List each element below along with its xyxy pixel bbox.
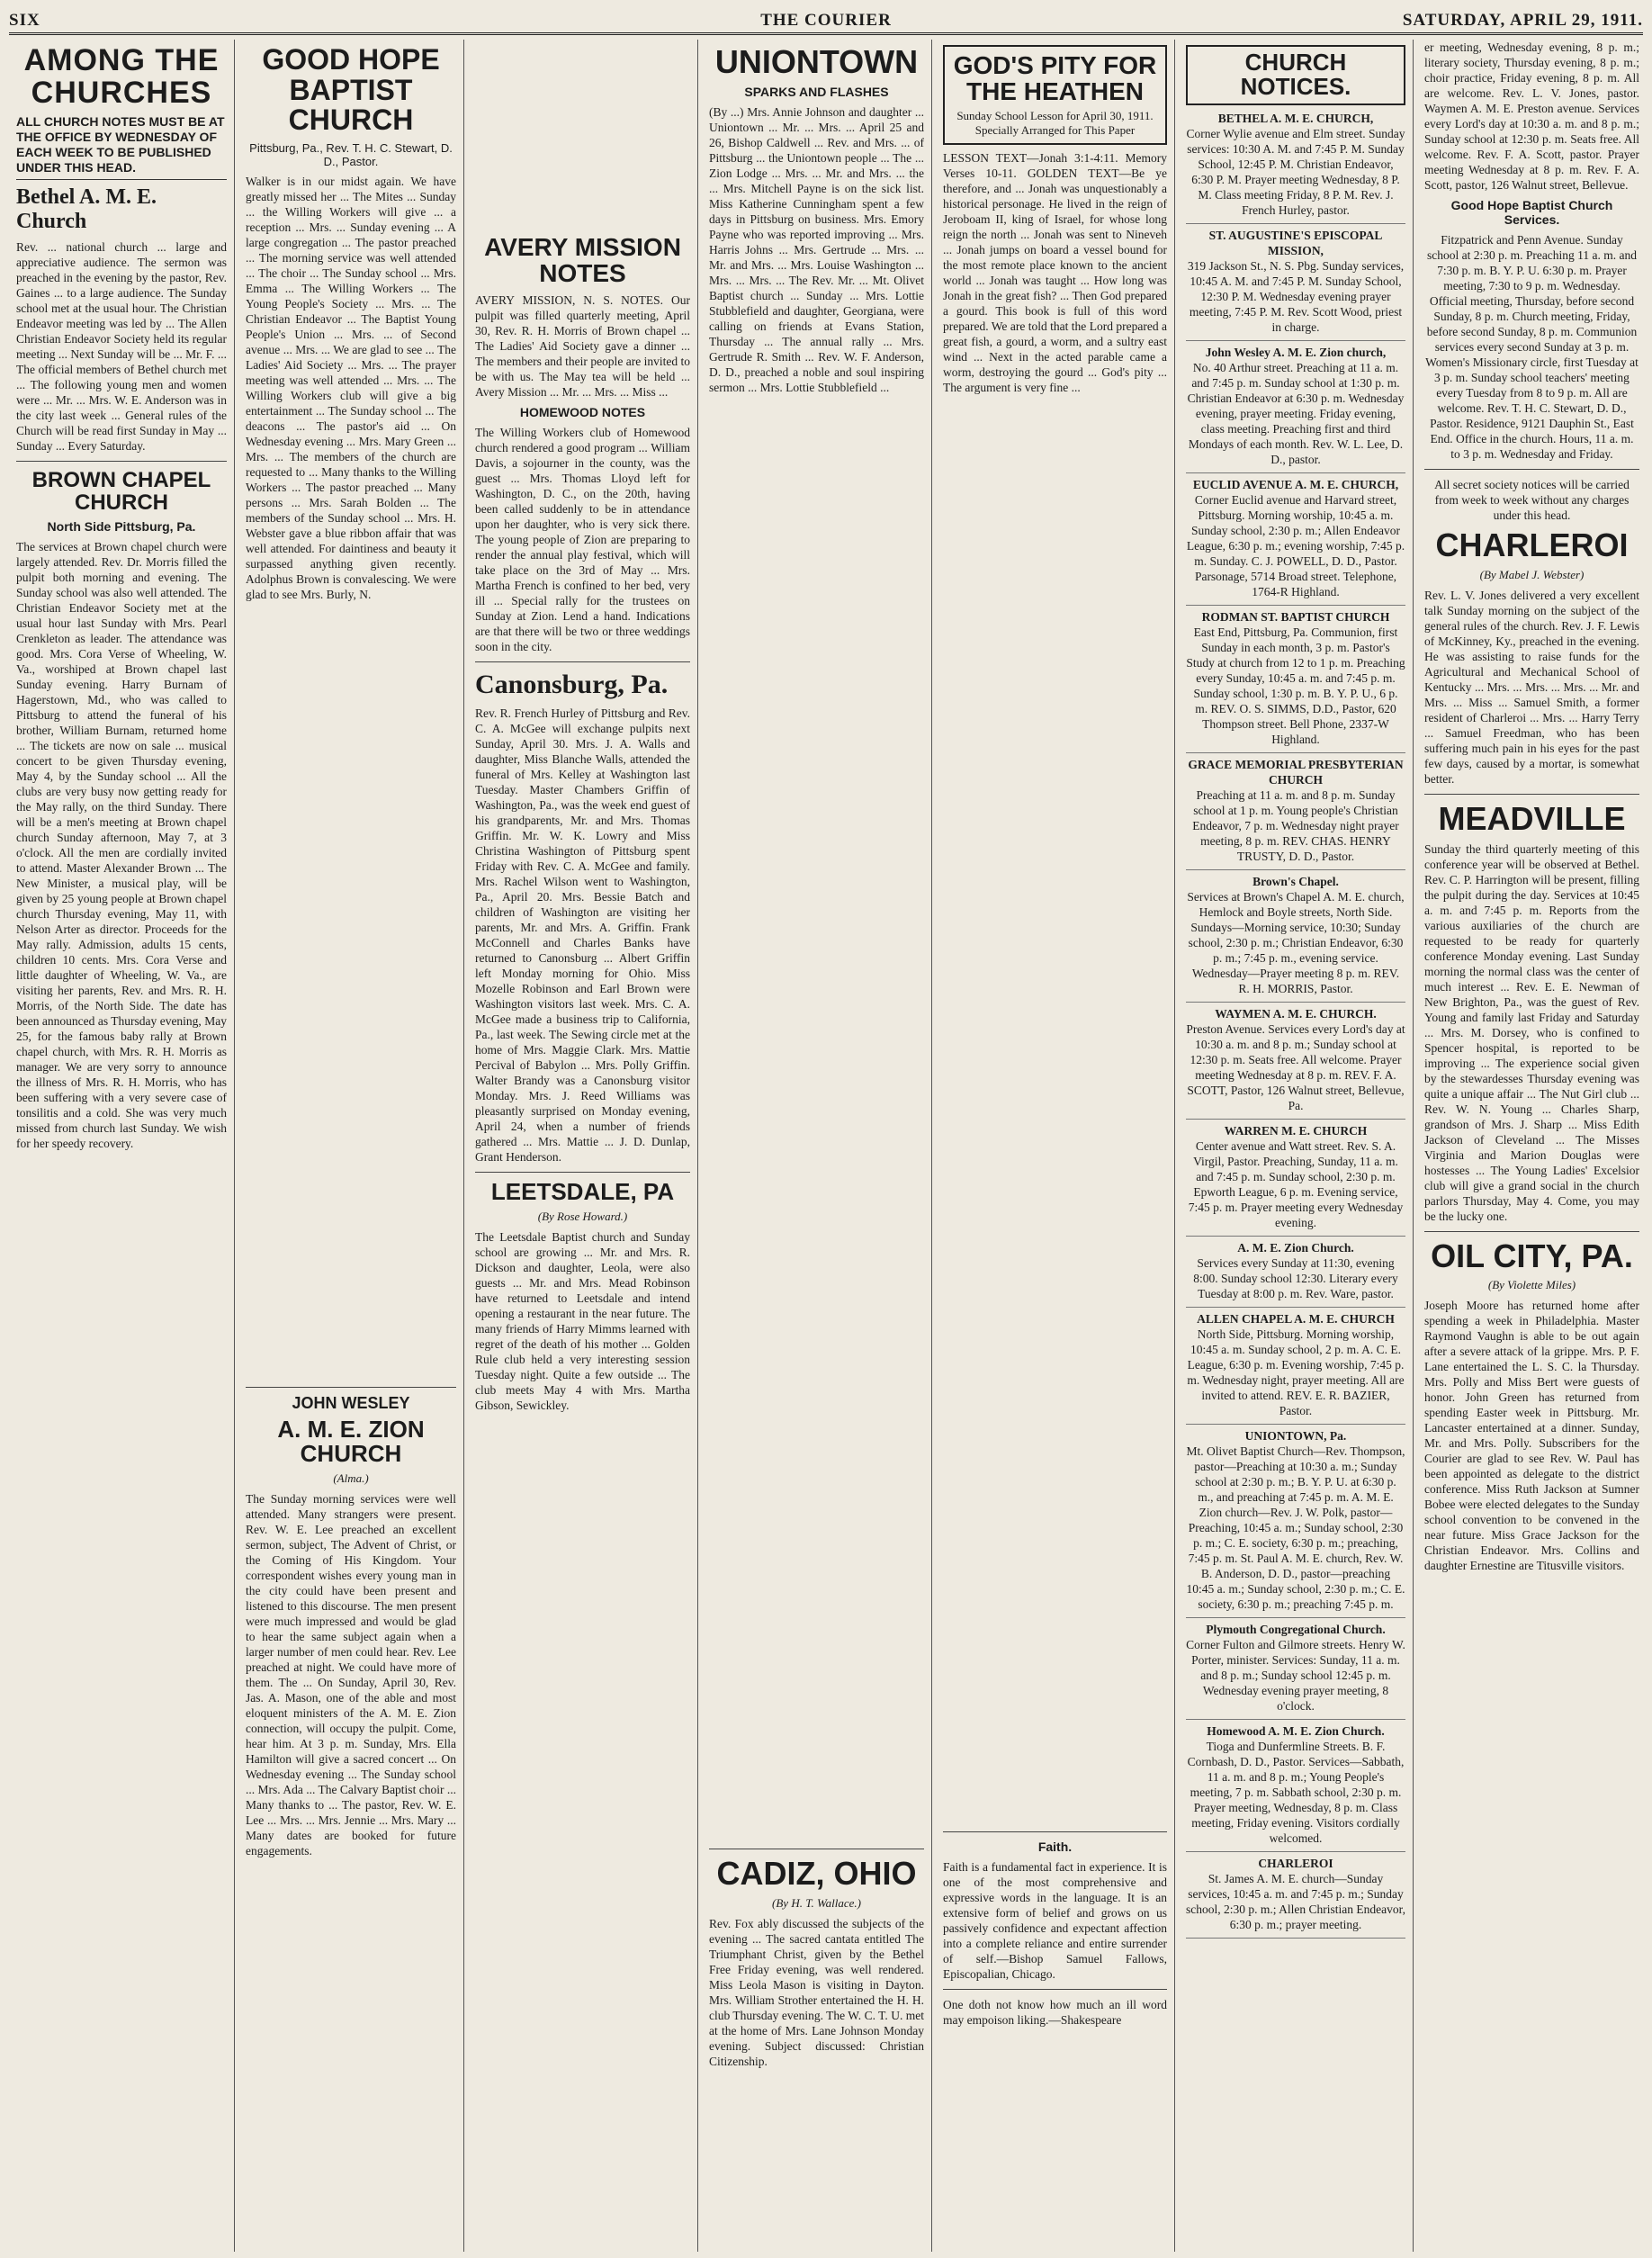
divider [1424, 469, 1639, 470]
church-notice-body: Services every Sunday at 11:30, evening 8:00. Sunday school 12:30. Literary every Tuesday at 8:00 p. m. Rev. Ware, pastor. [1193, 1255, 1398, 1300]
church-notice-body: Preaching at 11 a. m. and 8 p. m. Sunday school at 1 p. m. Young people's Christian Endeavor, 7 p. m. Wednesday night prayer meeting, 8 p. m. REV. CHAS. HENRY TRUSTY, D. D., Pastor. [1192, 787, 1399, 863]
divider [16, 461, 227, 462]
church-notice-body: Corner Fulton and Gilmore streets. Henry W. Porter, minister. Services: Sunday, 11 a. m. and 8 p. m.; Sunday school 12:45 p. m. Wednesday evening prayer meeting, 8 o'clock. [1186, 1637, 1405, 1713]
church-notice-name: A. M. E. Zion Church. [1237, 1240, 1354, 1255]
column-2 [238, 40, 463, 2252]
lesson-subtitle: Sunday School Lesson for April 30, 1911. Specially Arranged for This Paper [956, 108, 1154, 137]
church-notice [1186, 757, 1405, 870]
section-title: AMONG THE CHURCHES [23, 43, 220, 110]
homewood-heading: HOMEWOOD NOTES [519, 404, 646, 419]
page-number: SIX [9, 11, 40, 30]
church-notice-body: No. 40 Arthur street. Preaching at 11 a. m. and 7:45 p. m. Sunday school at 1:30 p. m. Christian Endeavor at 6:30 p. m. Wednesday evening, prayer meeting. Friday evening, class meeting. Preaching first and third Mondays of each month. Rev. W. L. Lee, D. D., pastor. [1187, 360, 1405, 466]
divider [943, 1831, 1167, 1832]
bethel-heading: Bethel A. M. E. Church [16, 184, 157, 233]
bethel-article: Rev. ... national church ... large and appreciative audience. The sermon was preached in the evening by the pastor, Rev. Gaines ... to a large audience. The Sunday school met at the usual hour. The Christian Endeavor meeting was led by ... The Allen Christian Endeavor Society held its regular meeting ... Next Sunday will be ... Mr. F. ... The official members of Bethel church met ... The following young men and women were ... Mr. ... Mrs. W. E. Anderson was in the city last week ... General rules of the Church will be read first Sunday in May ... Sunday ... Every Saturday. [16, 239, 227, 453]
church-notice [1186, 1428, 1405, 1618]
meadville-heading: MEADVILLE [1438, 799, 1626, 837]
church-notice [1186, 1006, 1405, 1120]
church-notice [1186, 1856, 1405, 1939]
church-notice-name: Homewood A. M. E. Zion Church. [1207, 1723, 1385, 1738]
zion-heading-line2: A. M. E. ZION CHURCH [277, 1415, 425, 1467]
church-notice-body: Corner Euclid avenue and Harvard street, Pittsburg. Morning worship, 10:45 a. m. Sunday school, 2:30 p. m.; Allen Endeavor League, 6:30 p. m.; evening worship, 7:45 p. m. Sunday. C. J. POWELL, D. D., Pastor. Parsonage, 5714 Broad street. Telephone, 1764-R Highland. [1186, 492, 1405, 598]
submission-notice: ALL CHURCH NOTES MUST BE AT THE OFFICE BY WEDNESDAY OF EACH WEEK TO BE PUBLISHED UNDER THIS HEAD. [16, 114, 227, 179]
church-notice [1186, 1123, 1405, 1237]
church-notice [1186, 1311, 1405, 1425]
homewood-article: The Willing Workers club of Homewood church rendered a good program ... William Davis, a sojourner in the county, was the guest ... Mrs. Thomas Lloyd left for Washington, D. C., on the 20th, having been called suddenly to be in attendance upon her daughter, who is very sick there. The young people of Zion are preparing to render the annual play festival, which will take place on the 3rd of May ... Mrs. Martha French is confined to her bed, very ill ... Special rally for the trustees on Sunday at Zion. Lend a hand. Indications are that there will be two or three weddings soon in the city. [475, 425, 690, 653]
church-notice-body: Center avenue and Watt street. Rev. S. A. Virgil, Pastor. Preaching, Sunday, 11 a. m. and 7:45 p. m. Sunday school, 2:30 p. m. Epworth League, 6 p. m. Evening service, 7:45 p. m. Prayer meeting every Wednesday evening. [1188, 1138, 1404, 1229]
church-notice [1186, 609, 1405, 753]
column-7 [1417, 40, 1647, 2252]
meadville-article: Sunday the third quarterly meeting of this conference year will be observed at Bethel. Rev. C. P. Harrington will be present, filling the pulpit during the day. Services at 10:45 a. m. and 7:45 p. m. Reports from the various auxiliaries of the church are requested to be ready for quarterly conference Monday evening. Last Sunday morning the normal class was the center of much interest ... Rev. E. E. Newman of New Brighton, Pa., was the guest of Rev. Young and family last Friday and Saturday ... Mrs. M. Dorsey, who is confined to Spencer hospital, is reported to be improving ... The experience social given by the stewardesses Thursday evening was quite a unique affair ... The Nut Girl club ... Rev. W. N. Young ... Charles Sharp, grandson of Mrs. J. Sharp ... Miss Edith Jackson of Cleveland ... The Misses Virginia and Marion Douglas were hostesses ... The Young Ladies' Excelsior club will give a grand social in the church parlors Thursday, May 4. Come, you may be the lucky one. [1424, 841, 1639, 1223]
paper-name: THE COURIER [760, 11, 892, 30]
divider [246, 1387, 456, 1388]
church-notice-name: John Wesley A. M. E. Zion church, [1205, 345, 1387, 359]
oil-city-article: Joseph Moore has returned home after spending a week in Philadelphia. Master Raymond Vaughn is able to be out again after a severe attack of la grippe. Mrs. P. F. Lane entertained the L. S. C. la Thursday. Mrs. Polly and Miss Bert were guests of honor. John Green has returned from spending Easter week in Pittsburg. Mr. Lancaster entertained at a dinner. Sunday, Mr. and Mrs. Polly. Subscribers for the Courier are glad to see Rev. W. Paul has been appointed as delegate to the district conference. Miss Ruth Jackson at Sumner Bobee were elected delegates to the Sunday school convention to be convened in the near future. Miss Grace Jackson for the Christian Endeavor. Mrs. Collins and daughter Ernestine are Titusville visitors. [1424, 1299, 1639, 1573]
zion-heading-line1: JOHN WESLEY [292, 1393, 410, 1412]
spacer [475, 40, 690, 229]
faith-article: Faith is a fundamental fact in experience. It is one of the most comprehensive and expressive words in the language. It is an extensive form of belief and grows on us passively confidence and expectant affection into a complete reliance and entire surrender of self.—Bishop Samuel Fallows, Episcopalian, Chicago. [943, 1859, 1167, 1981]
divider [475, 1172, 690, 1173]
church-notice-body: Corner Wylie avenue and Elm street. Sunday services: 10:30 A. M. and 7:45 P. M. Sunday School, 12:45 P. M. Christian Endeavor, 6:30 P. M. Prayer meeting Wednesday, 8 P. M. Class meeting Friday, 8 P. M. Rev. J. French Hurley, pastor. [1186, 126, 1405, 217]
brown-chapel-heading: BROWN CHAPEL CHURCH [31, 467, 211, 515]
divider [1424, 794, 1639, 795]
church-notice-body: East End, Pittsburg, Pa. Communion, first Sunday in each month, 3 p. m. Pastor's Study at church from 12 to 1 p. m. Preaching every Sunday, 10:45 a. m. and 7:45 p. m. Sunday school, 1:30 p. m. B. Y. P. U., 6 p. m. REV. O. S. SIMMS, D.D., Pastor, 620 Thompson street. Bell Phone, 2337-W Highland. [1186, 625, 1405, 746]
secret-society-note: All secret society notices will be carried from week to week without any charges under this head. [1434, 478, 1630, 522]
column-3 [468, 40, 697, 2252]
column-rule [1174, 40, 1175, 2252]
brown-chapel-article: The services at Brown chapel church were largely attended. Rev. Dr. Morris filled the pulpit both morning and evening. The Sunday school was also well attended. The Christian Endeavor Society met at the usual hour last Sunday with Mrs. Pearl Crenkleton as leader. The attendance was good. Mrs. Cora Verse of Wheeling, W. Va., worshiped at Brown chapel last Sunday evening. Harry Burnam of Hagerstown, Md., who was called to Pittsburg to attend the funeral of his brother, William Burnam, returned home ... The tickets are now on sale ... musical concert to be given Thursday evening, May 4, by the Sunday school ... All the clubs are very busy now getting ready for the May rally, on the third Sunday. There will be a men's meeting at Brown chapel church Sunday afternoon, May 7, at 3 o'clock. All the men are cordially invited to attend. Master Alexander Brown ... The New Minister, a musical play, will be given by 25 young people at Brown chapel church Thursday evening, May 11, with Nelson Arter as director. Proceeds for the May rally. Admission, adults 15 cents, children 10 cents. Mrs. Cora Verse and little daughter of Wheeling, W. Va., are visiting her parents, Rev. and Mrs. R. H. Morris, of the North Side. The date has been announced as Thursday evening, May 25, for the famous baby rally at Brown chapel church, with Mrs. R. H. Morris as manager. We are very sorry to announce the illness of Mrs. R. H. Morris, who has been suffering with a very severe case of tonsilitis and a cold. She was very much missed from church last Sunday. We wish for her speedy recovery. [16, 539, 227, 1150]
charleroi-heading: CHARLEROI [1435, 526, 1629, 563]
uniontown-subheading: SPARKS AND FLASHES [744, 84, 889, 99]
church-notice-name: GRACE MEMORIAL PRESBYTERIAN CHURCH [1188, 757, 1404, 787]
cadiz-heading: CADIZ, OHIO [716, 1854, 917, 1892]
canonsburg-heading: Canonsburg, Pa. [475, 669, 669, 699]
church-notice-name: ALLEN CHAPEL A. M. E. CHURCH [1197, 1311, 1395, 1326]
church-notice-body: 319 Jackson St., N. S. Pbg. Sunday services, 10:45 A. M. and 7:45 P. M. Sunday School, 12:30 P. M. Wednesday evening prayer meeting, 7:45 P. M. Rev. Scott Wood, priest in charge. [1187, 258, 1405, 334]
column-4 [702, 40, 931, 2252]
avery-heading: AVERY MISSION NOTES [484, 233, 681, 288]
church-notice-name: BETHEL A. M. E. CHURCH, [1217, 111, 1374, 125]
charleroi-byline: (By Mabel J. Webster) [1479, 567, 1585, 581]
uniontown-article: (By ...) Mrs. Annie Johnson and daughter ... Uniontown ... Mr. ... Mrs. ... April 25 and 26, Bishop Caldwell ... Rev. and Mrs. ... of Pittsburg ... the Uniontown people ... The ... Zion Lodge ... Mrs. ... Mr. and Mrs. ... the ... Mrs. Mitchell Payne is on the sick list. Miss Katherine Cunningham spent a few days in Pittsburg on business. Mrs. Emory Payne who was reported improving ... Mrs. Harris Johns ... Mrs. Gertrude ... Mrs. ... Mr. and Mrs. ... Mrs. Louise Washington ... Mrs. ... Mrs. ... The Rev. Mr. ... Mt. Olivet Baptist church ... Sunday ... Mrs. Lottie Stubblefield and daughter, Georgiana, were calling on friends at Evans Station, Thursday ... The annual rally ... Mrs. Gertrude R. Smith ... Rev. W. F. Anderson, D. D., preached a noble and soul inspiring sermon ... Mrs. Lottie Stubblefield ... [709, 104, 924, 394]
column-rule [234, 40, 235, 2252]
church-notice [1186, 1723, 1405, 1852]
zion-article: The Sunday morning services were well attended. Many strangers were present. Rev. W. E. Lee preached an excellent sermon, subject, The Advent of Christ, or the Coming of His Kingdom. Your correspondent wishes every young man in the city could have been present and listened to this discourse. The men present were much impressed and would be glad to hear the same subject again when a larger number of men could hear. Rev. Lee preached at night. We could have more of them. The ... On Sunday, April 30, Rev. Jas. A. Mason, one of the able and most eloquent ministers of the A. M. E. Zion connection, will occupy the pulpit. Come, hear him. At 3 p. m. Sunday, Mrs. Ella Hamilton will give a sacred concert ... On Wednesday evening ... The Sunday school ... Mrs. Ada ... The Calvary Baptist choir ... Many thanks to ... The pastor, Rev. W. E. Lee ... Mrs. ... Mrs. Jennie ... Mrs. Mary ... Many dates are booked for future engagements. [246, 1492, 456, 1858]
church-notices-heading: CHURCH NOTICES. [1186, 45, 1405, 105]
divider [1424, 1231, 1639, 1232]
church-notice-body: Tioga and Dunfermline Streets. B. F. Cornbash, D. D., Pastor. Services—Sabbath, 11 a. m. and 8 p. m.; Young People's meeting, 7 p. m. Sabbath school, 2:30 p. m. Prayer meeting, Wednesday, 8 p. m. Class meeting, Friday evening. Visitors cordially welcomed. [1187, 1739, 1405, 1845]
oil-city-heading: OIL CITY, PA. [1431, 1237, 1633, 1274]
charleroi-article: Rev. L. V. Jones delivered a very excellent talk Sunday morning on the subject of the general rules of the church. Rev. J. F. Lewis of McKinney, Ky., preached in the evening. He was assisting to raise funds for the Agricultural and Mechanical School of Kentucky ... Mrs. ... Mrs. ... Mrs. ... Mr. and Mrs. ... Miss ... Samuel Smith, a former resident of Charleroi ... Mrs. ... Harry Terry ... Samuel Freedman, who has been suffering much pain in his eyes for the past few days, caused by a mortar, is somewhat better. [1424, 588, 1639, 786]
church-notice [1186, 228, 1405, 341]
cadiz-article: Rev. Fox ably discussed the subjects of the evening ... The sacred cantata entitled The Triumphant Christ, given by the Bethel Free Friday evening, was well rendered. Miss Leola Mason is visiting in Dayton. Mrs. William Strother entertained the H. H. club Thursday evening. The W. C. T. U. met at the home of Mrs. Lane Johnson Monday evening. Subject discussed: Christian Citizenship. [709, 1916, 924, 2068]
shakespeare-quote: One doth not know how much an ill word may empoison liking.—Shakespeare [943, 1997, 1167, 2027]
lesson-article: LESSON TEXT—Jonah 3:1-4:11. Memory Verses 10-11. GOLDEN TEXT—Be ye therefore, and ... Jonah was unquestionably a historical personage. He lived in the reign of Jeroboam II, king of Israel, for whose long reign the north ... Jonah was sent to Nineveh ... Jonah jumps on board a vessel bound for the most remote place known to the ancient world ... Jonah was taught ... How long was Jonah in the great fish? ... Then God prepared a gourd. This book is full of this word prepared. We are told that the Lord prepared a great fish, a gourd, a worm, and a sultry east wind ... Next in the acted parable came a worm, destroying the gourd ... God's pity ... The argument is very fine ... [943, 150, 1167, 394]
leetsdale-heading: LEETSDALE, PA [490, 1177, 675, 1205]
brown-chapel-subheading: North Side Pittsburg, Pa. [47, 518, 196, 534]
continued-notices: er meeting, Wednesday evening, 8 p. m.; literary society, Thursday evening, 8 p. m.; choir practice, Friday evening, 8 p. m. All are welcome. Rev. L. V. Jones, pastor. Waymen A. M. E. Preston avenue. Services every Lord's day at 10:30 a. m. and 8 p. m.; Sunday school at 12:30 p. m. Seats free. All welcome. Rev. F. A. Scott, pastor. Prayer meeting Wednesday at 8 p. m. Rev. F. A. Scott, pastor, 126 Walnut street, Bellevue. [1424, 40, 1639, 192]
church-notice-name: UNIONTOWN, Pa. [1244, 1428, 1347, 1443]
church-notice [1186, 111, 1405, 224]
church-notice-body: Preston Avenue. Services every Lord's day at 10:30 a. m. and 8 p. m.; Sunday school at 12:30 p. m. Seats free. All welcome. Prayer meeting Wednesday at 8 p. m. REV. F. A. SCOTT, Pastor, 126 Walnut street, Bellevue, Pa. [1186, 1021, 1405, 1112]
faith-heading: Faith. [1037, 1839, 1073, 1854]
column-rule [1413, 40, 1414, 2252]
church-notice [1186, 1622, 1405, 1720]
church-notice [1186, 345, 1405, 473]
church-notice-name: RODMAN ST. BAPTIST CHURCH [1201, 609, 1390, 624]
good-hope-services-heading: Good Hope Baptist Church Services. [1450, 198, 1613, 227]
column-6 [1179, 40, 1413, 2252]
divider [943, 1989, 1167, 1990]
column-5 [936, 40, 1174, 2252]
uniontown-heading: UNIONTOWN [714, 43, 919, 80]
church-notice-name: WARREN M. E. CHURCH [1224, 1123, 1368, 1138]
cadiz-byline: (By H. T. Wallace.) [772, 1895, 861, 1910]
church-notice-name: WAYMEN A. M. E. CHURCH. [1215, 1006, 1377, 1021]
church-notices-list [1186, 111, 1405, 1939]
church-notice [1186, 1240, 1405, 1308]
good-hope-heading: GOOD HOPE BAPTIST CHURCH [262, 43, 440, 137]
good-hope-services: Fitzpatrick and Penn Avenue. Sunday school at 2:30 p. m. Preaching 11 a. m. and 7:30 p. m. B. Y. P. U. 6:30 p. m. Prayer meeting, 7:30 to 9 p. m. Wednesday. Official meeting, Thursday, before second Sunday, 8 p. m. Church meeting, Friday, before second Sunday, 8 p. m. Communion services every second Sunday at 3 p. m. Women's Missionary circle, first Tuesday at 3 p. m. Sunday school teachers' meeting every Tuesday from 8 to 9 p. m. All are welcome. Rev. T. H. C. Stewart, D. D., Pastor. Residence, 9121 Dauphin St., East End. Office in the church. Hours, 11 a. m. to 3 p. m. Wednesday and Friday. [1425, 233, 1639, 461]
church-notice-body: Mt. Olivet Baptist Church—Rev. Thompson, pastor—Preaching at 10:30 a. m.; Sunday school at 2:30 p. m.; B. Y. P. U. at 6:30 p. m., and preaching at 7:45 p. m. A. M. E. Zion church—Rev. J. W. Polk, pastor—Preaching, 10:45 a. m.; Sunday school, 2:30 p. m.; C. E. society, 6:30 p. m.; preaching, 7:45 p. m. St. Paul A. M. E. church, Rev. W. B. Anderson, D. D., pastor—preaching 10:45 a. m.; Sunday school, 2:30 p. m.; C. E. society, 6:30 p. m.; preaching 7:45 p. m. [1186, 1444, 1405, 1611]
church-notice-body: Services at Brown's Chapel A. M. E. church, Hemlock and Boyle streets, North Side. Sundays—Morning service, 10:30; Sunday school, 2:30 p. m.; Christian Endeavor, 6:30 p. m.; 7:45 p. m., evening service. Wednesday—Prayer meeting 8 p. m. REV. R. H. MORRIS, Pastor. [1187, 889, 1405, 995]
leetsdale-article: The Leetsdale Baptist church and Sunday school are growing ... Mr. and Mrs. R. Dickson and daughter, Leola, were also guests ... Mr. and Mrs. Mead Robinson have returned to Leetsdale and intend opening a restaurant in the near future. The many friends of Harry Mimms learned with regret of the death of his mother ... Golden Rule club held a very interesting session Tuesday night. Quite a few outside ... The club meets May 4 with Mrs. Martha Gibson, Sewickley. [475, 1230, 690, 1413]
lesson-title: GOD'S PITY FOR THE HEATHEN [953, 51, 1157, 106]
zion-byline: (Alma.) [333, 1471, 369, 1486]
church-notice-body: St. James A. M. E. church—Sunday services, 10:45 a. m. and 7:45 p. m.; Sunday school, 2:30 p. m.; Allen Christian Endeavor, 6:30 p. m.; prayer meeting. [1186, 1871, 1405, 1931]
church-notice-name: ST. AUGUSTINE'S EPISCOPAL MISSION, [1208, 228, 1383, 257]
church-notice-name: CHARLEROI [1258, 1856, 1333, 1870]
church-notice-name: Brown's Chapel. [1252, 874, 1339, 888]
good-hope-article: Walker is in our midst again. We have greatly missed her ... The Mites ... Sunday ... the Willing Workers will give ... a reception ... Mrs. ... Sunday evening ... A large congregation ... The pastor preached ... The morning service was well attended ... The choir ... The Sunday school ... Mrs. Emma ... The Willing Workers ... The Young People's Society ... Mrs. ... The Christian Endeavor ... The Baptist Young People's Union ... Mrs. ... of Second avenue ... Mrs. ... We are glad to see ... The Ladies' Aid Society ... Mrs. ... The prayer meeting was well attended ... Mrs. ... The Willing Workers club will give a big entertainment ... The Sunday school ... The deacons ... The pastor's aid ... On Wednesday evening ... Mrs. Mary Green ... Mrs. ... The members of the church are requested to ... Many thanks to the Willing Workers ... The pastor preached ... Many persons ... Mrs. Sarah Bolden ... The members of the Sunday school ... Mrs. H. Webster gave a blue ribbon affair that was well attended. For daintiness and beauty it surpassed anything given recently. Adolphus Brown is convalescing. We were glad to see Mrs. Burly, N. [246, 174, 456, 601]
church-notice-name: Plymouth Congregational Church. [1206, 1622, 1386, 1636]
avery-article: AVERY MISSION, N. S. NOTES. Our pulpit was filled quarterly meeting, April 30, Rev. R. H. Morris of Brown chapel ... The Ladies' Aid Society gave a dinner ... The members and their people are invited to be with us. The May tea will be held ... Avery Mission ... Mr. ... Mrs. ... Miss ... [475, 292, 690, 399]
column-rule [931, 40, 932, 2252]
church-notice [1186, 874, 1405, 1003]
church-notice-name: EUCLID AVENUE A. M. E. CHURCH, [1192, 477, 1399, 491]
leetsdale-byline: (By Rose Howard.) [537, 1210, 628, 1224]
good-hope-subheading: Pittsburg, Pa., Rev. T. H. C. Stewart, D. D., Pastor. [249, 140, 453, 168]
church-notice-body: North Side, Pittsburg. Morning worship, 10:45 a. m. Sunday school, 2 p. m. A. C. E. League, 6:30 p. m. Evening worship, 7:45 p. m. Wednesday night, prayer meeting. All are invited to attend. REV. E. R. BAZIER, Pastor. [1187, 1327, 1405, 1417]
issue-date: SATURDAY, APRIL 29, 1911. [1402, 11, 1643, 30]
column-rule [463, 40, 464, 2252]
masthead [9, 7, 1643, 35]
divider [475, 661, 690, 662]
column-1 [9, 40, 234, 2252]
lesson-title-box [943, 45, 1167, 145]
church-notice [1186, 477, 1405, 606]
canonsburg-article: Rev. R. French Hurley of Pittsburg and Rev. C. A. McGee will exchange pulpits next Sunday, April 30. Mrs. J. A. Walls and daughter, Miss Blanche Walls, attended the funeral of Mrs. Kelley at Washington last Tuesday. Master Chambers Griffin of Washington, Pa., was the week end guest of his grandparents, Mr. and Mrs. Thomas Griffin. Mr. W. K. Lowry and Miss Christina Washington of Pittsburg spent Friday with Rev. C. A. McGee and family. Mrs. Rachel Wilson went to Washington, Pa., April 20. Mrs. Bessie Batch and children of Washington are visiting her parents, Mr. and Mrs. A. Griffin. Frank McConnell and Charles Banks have returned to Canonsburg ... Albert Griffin left Monday morning for Ohio. Miss Mozelle Robinson and Earl Brown were Washington visitors last week. Mrs. C. A. McGee made a business trip to California, Pa., last week. The Sewing circle met at the home of Mrs. Maggie Clark. Mrs. Mattie Percival of Babylon ... Mrs. Polly Griffin. Walter Brandy was a Canonsburg visitor Monday. Mrs. J. Reed Williams was pleasantly surprised on Monday evening, April 24, when a number of friends gathered ... Mrs. Mattie ... J. D. Dunlap, Grant Henderson. [475, 706, 690, 1164]
column-rule [697, 40, 698, 2252]
oil-city-byline: (By Violette Miles) [1487, 1278, 1576, 1292]
